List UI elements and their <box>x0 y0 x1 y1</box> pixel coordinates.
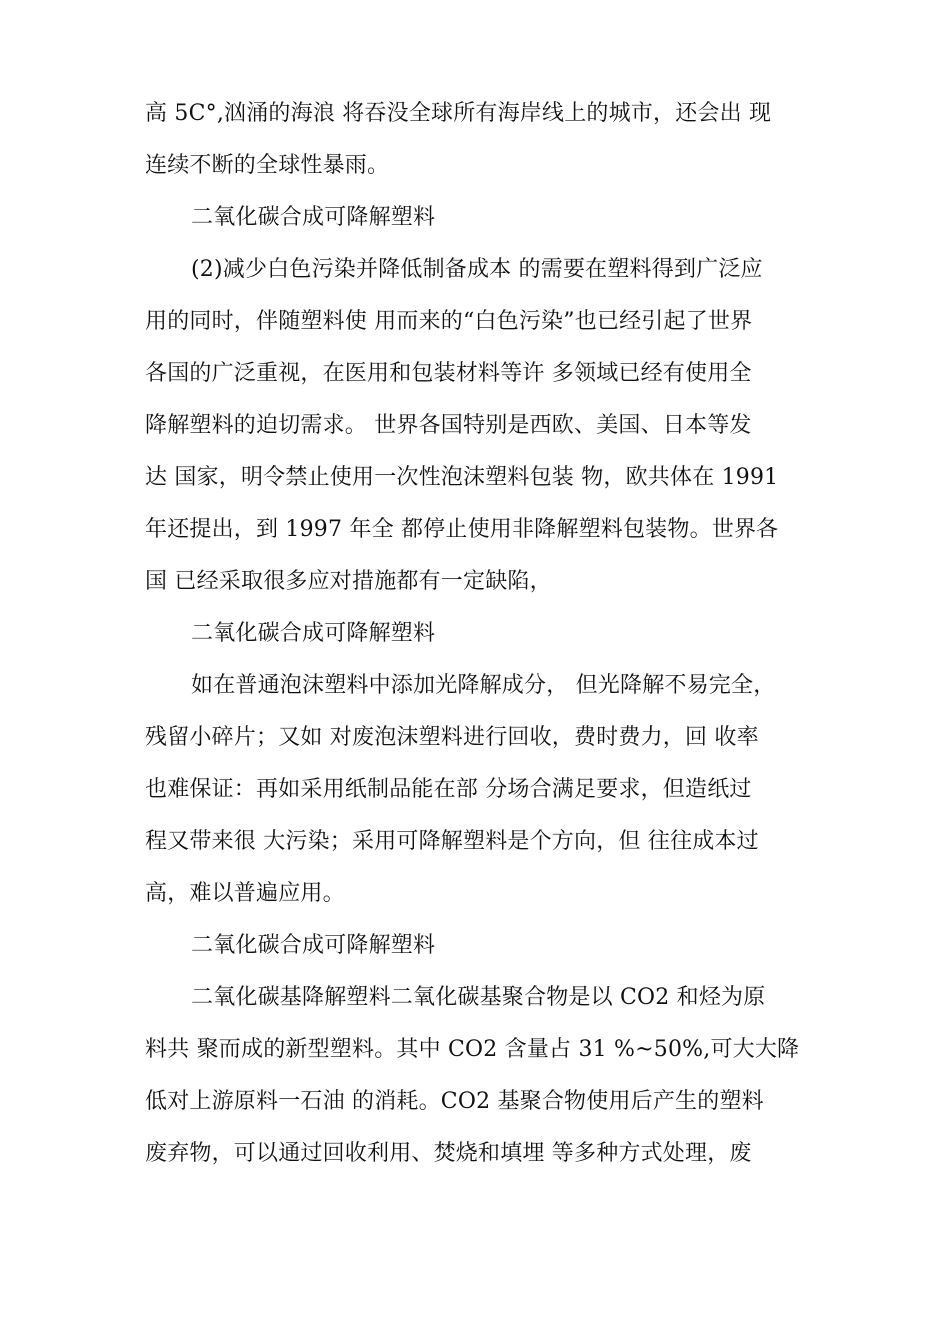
text-line: 低对上游原料一石油 的消耗。CO2 基聚合物使用后产生的塑料 <box>145 1089 764 1114</box>
text-line: 料共 聚而成的新型塑料。其中 CO2 含量占 31 %~50%,可大大降 <box>145 1037 800 1062</box>
text-line: 残留小碎片；又如 对废泡沫塑料进行回收，费时费力，回 收率 <box>145 725 759 750</box>
text-line: 年还提出，到 1997 年全 都停止使用非降解塑料包装物。世界各 <box>145 517 779 542</box>
paragraph-co2-polymer <box>145 972 807 1180</box>
text-line: 废弃物，可以通过回收利用、焚烧和填埋 等多种方式处理，废 <box>145 1141 752 1166</box>
document-body <box>145 88 807 1180</box>
section-heading <box>145 920 807 972</box>
text-line: 程又带来很 大污染；采用可降解塑料是个方向，但 往往成本过 <box>145 829 759 854</box>
text-line: 降解塑料的迫切需求。 世界各国特别是西欧、美国、日本等发 <box>145 413 752 438</box>
text-line: 也难保证：再如采用纸制品能在部 分场合满足要求，但造纸过 <box>145 777 752 802</box>
text-line: 高，难以普遍应用。 <box>145 881 345 906</box>
section-heading <box>145 608 807 660</box>
text-line: (2)减少白色污染并降低制备成本 的需要在塑料得到广泛应 <box>191 257 763 282</box>
text-line: 达 国家，明令禁止使用一次性泡沫塑料包装 物，欧共体在 1991 <box>145 465 779 490</box>
heading-text: 二氧化碳合成可降解塑料 <box>191 933 436 958</box>
paragraph-sea-level <box>145 88 807 192</box>
text-line: 如在普通泡沫塑料中添加光降解成分， 但光降解不易完全， <box>191 673 776 698</box>
text-line: 连续不断的全球性暴雨。 <box>145 153 390 178</box>
paragraph-white-pollution <box>145 244 807 608</box>
text-line: 各国的广泛重视，在医用和包装材料等许 多领域已经有使用全 <box>145 361 752 386</box>
text-line: 二氧化碳基降解塑料二氧化碳基聚合物是以 CO2 和烃为原 <box>191 985 766 1010</box>
text-line: 高 5C°,汹涌的海浪 将吞没全球所有海岸线上的城市，还会出 现 <box>145 101 772 126</box>
heading-text: 二氧化碳合成可降解塑料 <box>191 621 436 646</box>
heading-text: 二氧化碳合成可降解塑料 <box>191 205 436 230</box>
text-line: 国 已经采取很多应对措施都有一定缺陷， <box>145 569 552 594</box>
paragraph-degradation-methods <box>145 660 807 920</box>
text-line: 用的同时，伴随塑料使 用而来的“白色污染”也已经引起了世界 <box>145 309 753 334</box>
section-heading <box>145 192 807 244</box>
